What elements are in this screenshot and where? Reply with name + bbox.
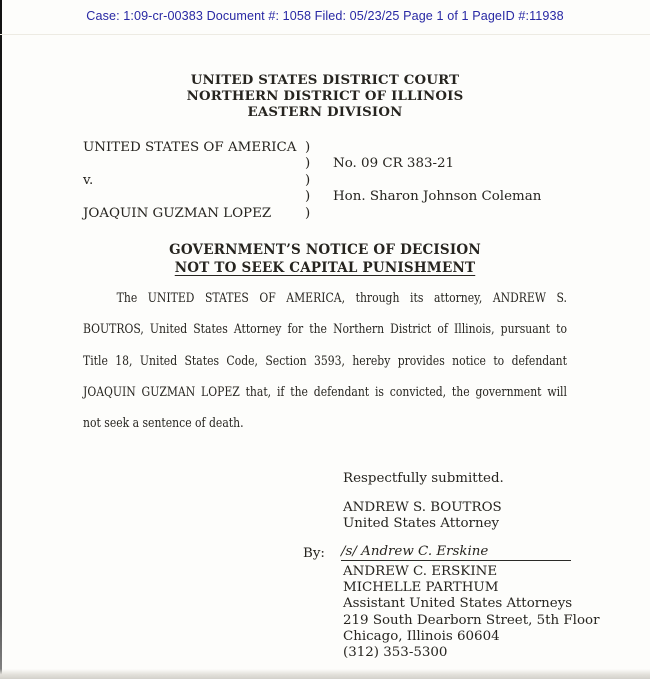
signature-closing: Respectfully submitted. — [343, 471, 504, 486]
document-title — [0, 242, 650, 277]
signers-title: Assistant United States Attorneys — [343, 596, 573, 612]
us-attorney-title: United States Attorney — [343, 516, 500, 531]
address-line-1: 219 South Dearborn Street, 5th Floor — [343, 612, 600, 628]
scan-edge-bottom — [0, 669, 650, 679]
signer-name-1: ANDREW C. ERSKINE — [343, 564, 498, 579]
body-paragraph — [83, 283, 567, 440]
signature-text: /s/ Andrew C. Erskine — [341, 544, 489, 559]
body-line: The UNITED STATES OF AMERICA, through its attorney, ANDREW S. — [116, 291, 567, 306]
caption-case-number: No. 09 CR 383-21 — [333, 156, 455, 172]
caption-paren: ) — [305, 172, 311, 188]
caption-paren: ) — [305, 156, 311, 172]
by-label: By: — [303, 546, 325, 561]
phone-number: (312) 353-5300 — [343, 644, 448, 660]
body-line: JOAQUIN GUZMAN LOPEZ that, if the defendant is convicted, the government will — [83, 385, 567, 401]
signer-name-2: MICHELLE PARTHUM — [343, 580, 499, 596]
court-name: UNITED STATES DISTRICT COURT — [190, 73, 460, 88]
body-line: Title 18, United States Code, Section 3593, hereby provides notice to defendant — [83, 353, 567, 369]
court-division: EASTERN DIVISION — [247, 105, 403, 121]
caption-defendant: JOAQUIN GUZMAN LOPEZ — [83, 205, 272, 221]
signature-line — [341, 544, 571, 561]
document-title-line1: GOVERNMENT’S NOTICE OF DECISION — [169, 242, 481, 258]
case-caption — [83, 140, 573, 222]
caption-paren: ) — [305, 205, 311, 221]
body-line: not seek a sentence of death. — [83, 416, 244, 432]
caption-paren: ) — [305, 189, 311, 205]
header-hairline — [0, 34, 650, 35]
caption-paren: ) — [305, 140, 311, 155]
caption-judge: Hon. Sharon Johnson Coleman — [333, 189, 542, 205]
document-title-line2: NOT TO SEEK CAPITAL PUNISHMENT — [174, 259, 476, 276]
caption-versus: v. — [83, 172, 94, 188]
caption-plaintiff: UNITED STATES OF AMERICA — [83, 140, 297, 155]
address-line-2: Chicago, Illinois 60604 — [343, 628, 500, 644]
us-attorney-name: ANDREW S. BOUTROS — [343, 500, 502, 515]
court-heading — [0, 73, 650, 122]
signer-block — [343, 564, 599, 661]
ecf-stamp-header: Case: 1:09-cr-00383 Document #: 1058 Filed: 05/23/25 Page 1 of 1 PageID #:11938 — [86, 9, 564, 23]
court-district: NORTHERN DISTRICT OF ILLINOIS — [186, 89, 464, 105]
body-line: BOUTROS, United States Attorney for the Northern District of Illinois, pursuant to — [83, 322, 567, 338]
